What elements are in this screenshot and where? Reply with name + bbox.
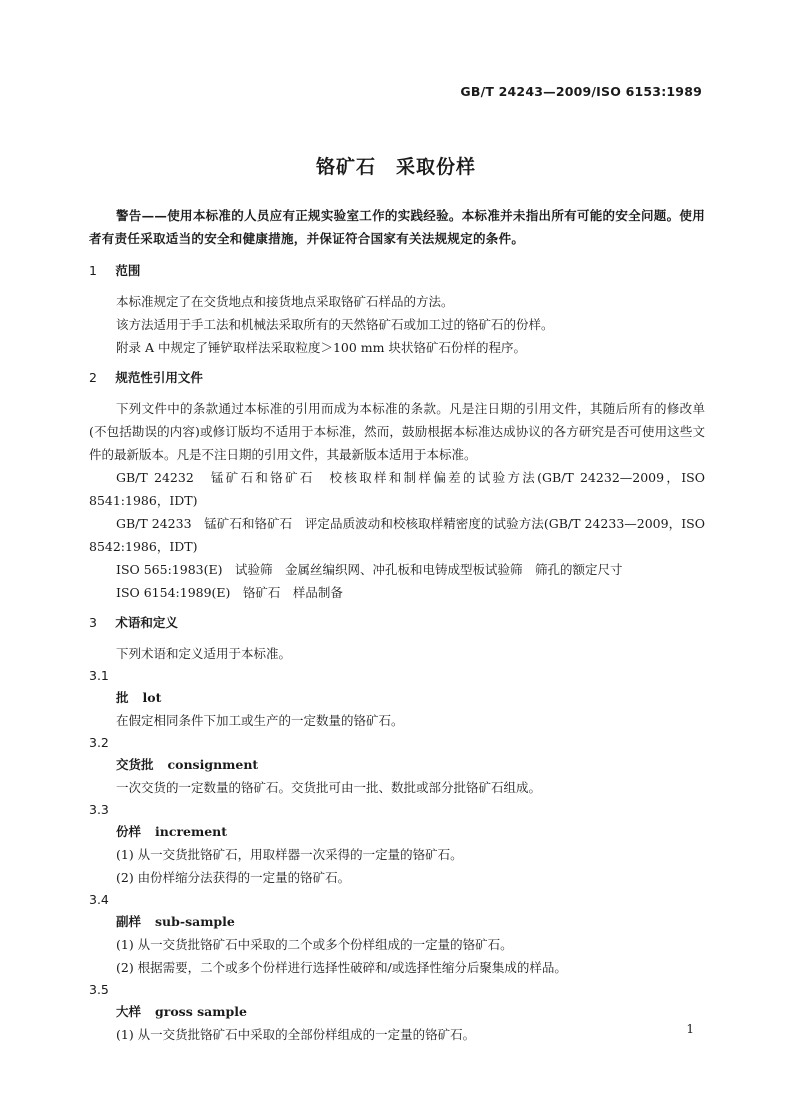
warning-paragraph: 警告——使用本标准的人员应有正规实验室工作的实践经验。本标准并未指出所有可能的安全问题。使用者有责任采取适当的安全和健康措施，并保证符合国家有关法规规定的条件。 (89, 208, 705, 246)
section-title: 规范性引用文件 (115, 370, 203, 385)
clause-number: 3.3 (89, 802, 109, 817)
section-title: 范围 (115, 263, 141, 278)
term-heading (116, 821, 705, 843)
reference-item: ISO 6154:1989(E) 铬矿石 样品制备 (116, 585, 343, 600)
term-definition: (1) 从一交货批铬矿石中采取的二个或多个份样组成的一定量的铬矿石。 (116, 937, 513, 952)
term-zh: 批 (116, 690, 129, 705)
paragraph: 本标准规定了在交货地点和接货地点采取铬矿石样品的方法。 (116, 294, 454, 309)
term-en: increment (155, 824, 228, 839)
term-heading (116, 687, 705, 709)
term-zh: 大样 (116, 1004, 142, 1019)
clause-number: 3.2 (89, 735, 109, 750)
reference-item: GB/T 24233 锰矿石和铬矿石 评定品质波动和校核取样精密度的试验方法(GB/T 24233—2009，ISO 8542:1986，IDT) (89, 516, 705, 554)
term-zh: 份样 (116, 824, 142, 839)
term-heading (116, 1001, 705, 1023)
page-number: 1 (686, 1022, 694, 1036)
section-heading-normative-references (89, 367, 705, 389)
reference-item: GB/T 24232 锰矿石和铬矿石 校核取样和制样偏差的试验方法(GB/T 24232—2009，ISO 8541:1986，IDT) (89, 470, 705, 508)
term-definition: (2) 根据需要，二个或多个份样进行选择性破碎和/或选择性缩分后聚集成的样品。 (116, 960, 567, 975)
page-title: 铬矿石 采取份样 (315, 156, 476, 178)
term-heading (116, 754, 705, 776)
term-definition: 在假定相同条件下加工或生产的一定数量的铬矿石。 (116, 713, 404, 728)
term-zh: 副样 (116, 914, 142, 929)
section-number: 3 (89, 615, 97, 630)
section-title: 术语和定义 (115, 615, 178, 630)
term-definition: (1) 从一交货批铬矿石中采取的全部份样组成的一定量的铬矿石。 (116, 1027, 476, 1042)
reference-item: ISO 565:1983(E) 试验筛 金属丝编织网、冲孔板和电铸成型板试验筛 筛孔的额定尺寸 (116, 562, 623, 577)
term-en: lot (142, 690, 162, 705)
clause-number: 3.5 (89, 982, 109, 997)
term-en: consignment (167, 757, 259, 772)
document-body (89, 204, 705, 1046)
paragraph: 下列术语和定义适用于本标准。 (116, 646, 292, 661)
term-en: sub-sample (155, 914, 235, 929)
section-number: 2 (89, 370, 97, 385)
clause-number: 3.4 (89, 892, 109, 907)
term-definition: (1) 从一交货批铬矿石，用取样器一次采得的一定量的铬矿石。 (116, 847, 463, 862)
term-definition: 一次交货的一定数量的铬矿石。交货批可由一批、数批或部分批铬矿石组成。 (116, 780, 542, 795)
section-heading-scope (89, 260, 705, 282)
clause-number: 3.1 (89, 668, 109, 683)
paragraph: 附录 A 中规定了锤铲取样法采取粒度＞100 mm 块状铬矿石份样的程序。 (116, 340, 526, 355)
paragraph: 该方法适用于手工法和机械法采取所有的天然铬矿石或加工过的铬矿石的份样。 (116, 317, 554, 332)
term-heading (116, 911, 705, 933)
section-heading-terms-definitions (89, 612, 705, 634)
term-en: gross sample (155, 1004, 247, 1019)
paragraph: 下列文件中的条款通过本标准的引用而成为本标准的条款。凡是注日期的引用文件，其随后所有的修改单(不包括勘误的内容)或修订版均不适用于本标准，然而，鼓励根据本标准达成协议的各方研究是否可使用这些文件的最新版本。凡是不注日期的引用文件，其最新版本适用于本标准。 (89, 401, 705, 462)
section-number: 1 (89, 263, 97, 278)
term-zh: 交货批 (116, 757, 154, 772)
standard-code: GB/T 24243—2009/ISO 6153:1989 (460, 84, 702, 99)
term-definition: (2) 由份样缩分法获得的一定量的铬矿石。 (116, 870, 351, 885)
